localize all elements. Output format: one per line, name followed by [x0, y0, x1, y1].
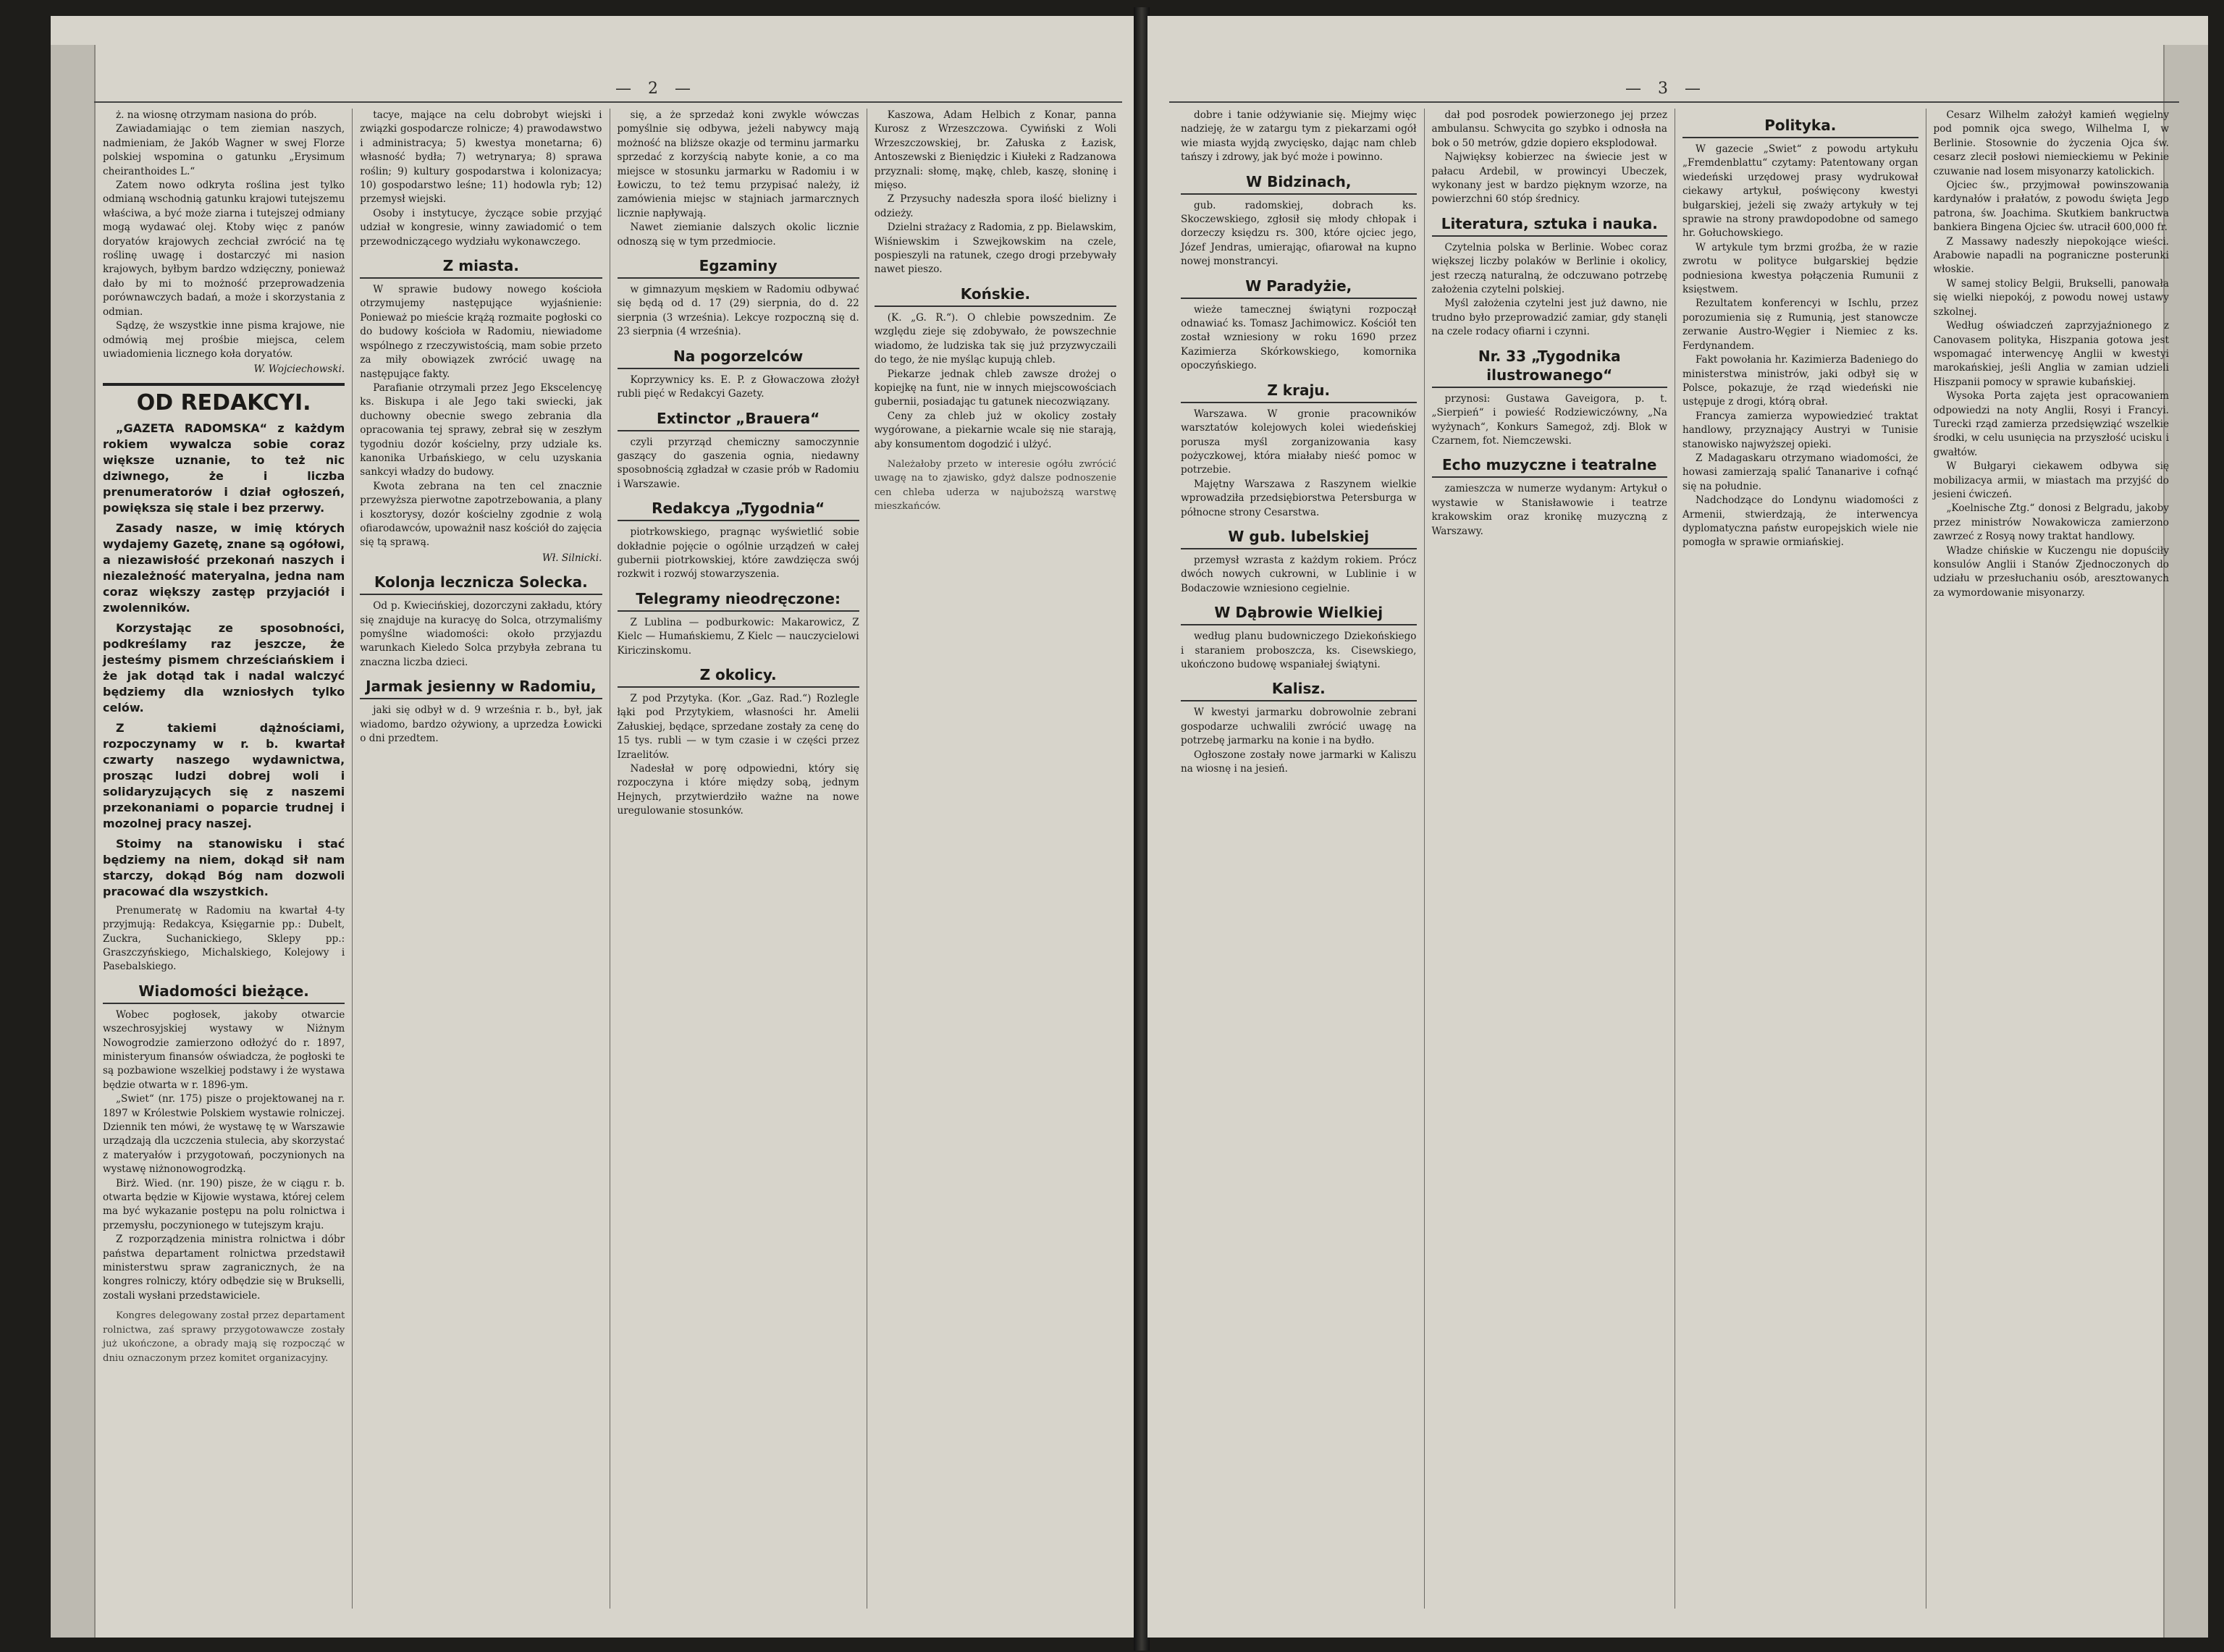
- paragraph: Fakt powołania hr. Kazimierza Badeniego do ministerstwa ministrów, jaki odbył się w Polsce, pokazuje, że rząd wiedeński nie ustępuje z drogi, którą obrał.: [1682, 354, 1918, 408]
- section-heading: Wiadomości bieżące.: [103, 982, 345, 1004]
- paragraph: wieże tamecznej świątyni rozpoczął odnawiać ks. Tomasz Jachimowicz. Kościół ten został wzniesiony w roku 1690 przez Kazimierza Skórkowskiego, komornika opoczyńskiego.: [1181, 303, 1417, 372]
- section-heading: W Dąbrowie Wielkiej: [1181, 603, 1417, 625]
- page-number: — 3 —: [1625, 80, 1706, 98]
- paragraph: Nawet ziemianie dalszych okolic licznie odnoszą się w tym przedmiocie.: [617, 222, 859, 248]
- section-heading: Echo muzyczne i teatralne: [1432, 455, 1668, 478]
- section-heading: Egzaminy: [618, 256, 859, 279]
- paragraph: Majętny Warszawa z Raszynem wielkie wprowadziła przedsiębiorstwa Petersburga w północne strony Cesarstwa.: [1181, 478, 1417, 518]
- paragraph: W samej stolicy Belgii, Brukselli, panowała się wielki niepokój, z powodu nowej ustawy szkolnej.: [1933, 277, 2169, 318]
- paragraph: W artykule tym brzmi groźba, że w razie zwrotu w polityce bułgarskiej będzie podniesiona kwestya połączenia Rumunii z księstwem.: [1682, 241, 1918, 296]
- paragraph: Zawiadamiając o tem ziemian naszych, nadmieniam, że Jakób Wagner w swej Florze polskiej wspomina o gatunku „Erysimum cheiranthoides L.“: [103, 123, 345, 177]
- header-rule: [94, 101, 1122, 103]
- paragraph: Kongres delegowany został przez departament rolnictwa, zaś sprawy przygotowawcze zostały już ukończone, a obrady mają się rozpocząć w dniu oznaczonym przez komitet organizacyjny.: [103, 1310, 345, 1364]
- paragraph: Wysoka Porta zajęta jest opracowaniem odpowiedzi na noty Anglii, Rosyi i Francyi. Turecki rząd zamierza przedsięwziąć wszelkie środki, w celu usunięcia na przyszłość ucisku i gwałtów.: [1933, 390, 2169, 458]
- column-grid: [1174, 109, 2176, 1609]
- paragraph: Warszawa. W gronie pracowników warsztatów kolejowych kolei wiedeńskiej porusza myśl zorganizowania kasy pożyczkowej, która miałaby nieść pomoc w potrzebie.: [1181, 408, 1417, 476]
- column-2: [1425, 109, 1676, 1609]
- column-3: [1675, 109, 1926, 1609]
- editorial-lead: Zasady nasze, w imię których wydajemy Gazetę, znane są ogółowi, a niezawisłość przekonań naszych i niezależność materyalna, jedna nam coraz większy zastęp przyjaciół i zwolenników.: [103, 521, 345, 615]
- paragraph: Z rozporządzenia ministra rolnictwa i dóbr państwa departament rolnictwa przedstawił ministerstwu spraw zagranicznych, że na kongres rolniczy, który odbędzie się w Brukselli, zostali wysłani przedstawiciele.: [103, 1234, 345, 1302]
- column-grid: [96, 109, 1124, 1609]
- paragraph: Rezultatem konferencyi w Ischlu, przez porozumienia się z Rumunią, jest stanowcze zerwanie Austro-Węgier i Niemiec z ks. Ferdynandem.: [1682, 298, 1918, 352]
- section-heading: Jarmak jesienny w Radomiu,: [360, 677, 602, 699]
- paragraph: w gimnazyum męskiem w Radomiu odbywać się będą od d. 17 (29) sierpnia, do d. 22 sierpnia (3 września). Lekcye rozpoczną się d. 23 sierpnia (4 września).: [617, 284, 859, 338]
- paragraph: Najwięksy kobierzec na świecie jest w pałacu Ardebil, w prowincyi Ubeczek, wykonany jest w bardzo pięknym wzorze, na powierzchni 60 stóp średnicy.: [1431, 151, 1667, 206]
- column-1: [1174, 109, 1425, 1609]
- paragraph: Ogłoszone zostały nowe jarmarki w Kaliszu na wiosnę i na jesień.: [1181, 749, 1417, 775]
- paragraph: Sądzę, że wszystkie inne pisma krajowe, nie odmówią mej prośbie miejsca, celem uwiadomienia licznego koła doryatów.: [103, 320, 345, 360]
- paragraph: ż. na wiosnę otrzymam nasiona do prób.: [116, 109, 317, 121]
- column-1: [96, 109, 353, 1609]
- editorial-lead: Stoimy na stanowisku i stać będziemy na niem, dokąd sił nam starczy, dokąd Bóg nam dozwoli pracować dla wszystkich.: [103, 836, 345, 898]
- paragraph: przynosi: Gustawa Gaveigora, p. t. „Sierpień“ i powieść Rodziewiczówny, „Na wyżynach“, Konkurs Samegoż, zdj. Blok w Czarnem, fot. Niemczewski.: [1431, 392, 1667, 447]
- column-4: [867, 109, 1124, 1609]
- paragraph: gub. radomskiej, dobrach ks. Skoczewskiego, zgłosił się młody chłopak i dorzeczy księdzu rs. 300, które ojciec jego, Józef Jendras, umierając, ofiarował na kupno nowej monstrancyi.: [1181, 199, 1417, 268]
- section-heading: Polityka.: [1682, 116, 1918, 138]
- paragraph: Wobec pogłosek, jakoby otwarcie wszechrosyjskiej wystawy w Niżnym Nowogrodzie zamierzono odłożyć do r. 1897, ministeryum finansów oświadcza, że pogłoski te są pozbawione wszelkiej podstawy i że wystawa będzie otwarta w r. 1896-ym.: [103, 1008, 345, 1091]
- column-4: [1926, 109, 2177, 1609]
- right-page: [1147, 16, 2208, 1638]
- section-heading: Telegramy nieodręczone:: [618, 589, 859, 612]
- paragraph: Piekarze jednak chleb zawsze drożej o kopiejkę na funt, nie w innych miejscowościach gubernii, posiadając tu gatunek niecozwiązany.: [874, 368, 1116, 408]
- paragraph: Należałoby przeto w interesie ogółu zwrócić uwagę na to zjawisko, gdyż dalsze podnoszenie cen chleba uderza w najuboższą warstwę mieszkańców.: [874, 458, 1116, 513]
- section-heading: Nr. 33 „Tygodnika ilustrowanego“: [1432, 347, 1668, 388]
- paragraph: Ceny za chleb już w okolicy zostały wygórowane, a piekarnie wcale się nie starają, aby konsumentom dogodzić i ulżyć.: [874, 410, 1116, 450]
- section-heading: Kolonja lecznicza Solecka.: [360, 573, 602, 595]
- paragraph: Władze chińskie w Kuczengu nie dopuściły konsulów Anglii i Stanów Zjednoczonych do udziału w przesłuchaniu osób, aresztowanych za wymordowanie misyonarzy.: [1933, 544, 2169, 599]
- paragraph: W Bułgaryi ciekawem odbywa się mobilizacya armii, w miastach ma przyjść do jesieni ćwiczeń.: [1933, 460, 2169, 500]
- editorial-lead: „GAZETA RADOMSKA“ z każdym rokiem wywalcza sobie coraz większe uznanie, to też nic dziwnego, że i liczba prenumeratorów i dział ogłoszeń, powiększa się stale i bez przerwy.: [103, 421, 345, 515]
- paragraph: Kwota zebrana na ten cel znacznie przewyższa pierwotne zapotrzebowania, a plany i kosztorysy, dozór kościelny zgodnie z wolą ofiarodawców, upoważnił nasz kościół do zajęcia się tą sprawą.: [360, 480, 602, 549]
- paragraph: Parafianie otrzymali przez Jego Ekscelencyę ks. Biskupa i ale Jego taki swiecki, jak duchowny obecnie swego zebrania dla opracowania tej sprawy, zebrał się w zeszłym tygodniu dozór kościelny, przy udziale ks. kanonika Urbańskiego, w celu uzyskania sankcyi władzy do budowy.: [360, 382, 602, 479]
- paragraph: Koprzywnicy ks. E. P. z Głowaczowa złożył rubli pięć w Redakcyi Gazety.: [617, 374, 859, 400]
- paragraph: Cesarz Wilhelm założył kamień węgielny pod pomnik ojca swego, Wilhelma I, w Berlinie. Stosownie do życzenia Ojca św. cesarz zlecił posłowi niemieckiemu w Pekinie czuwanie nad losem misyonarzy katolickich.: [1933, 109, 2169, 177]
- paragraph: jaki się odbył w d. 9 września r. b., był, jak wiadomo, bardzo ożywiony, a uprzedza Łowicki o dni przedtem.: [360, 704, 602, 745]
- paragraph: Zatem nowo odkryta roślina jest tylko odmianą wschodnią gatunku krajowi tutejszemu właściwa, a być może ziarna i tutejszej odmiany mogą wydawać olej. Ktoby więc z panów doryatów krajowych zechciał zwrócić na tę roślinę uwagę i dostarczyć mi nasion krajowych, byłbym bardzo wdzięczny, ponieważ dało by mi to możność przeprowadzenia porównawczych badań, a może i skorzystania z odmian.: [103, 180, 345, 318]
- section-heading: W Paradyżie,: [1181, 277, 1417, 299]
- paragraph: Z Przysuchy nadeszła spora ilość bielizny i odzieży.: [874, 193, 1116, 219]
- paragraph: W sprawie budowy nowego kościoła otrzymujemy następujące wyjaśnienie: Ponieważ po mieście krążą rozmaite pogłoski co do budowy kościoła w Radomiu, niewiadome wspólnego z rzeczywistością, mam sobie przeto za miły obowiązek zwrócić uwagę na następujące fakty.: [360, 284, 602, 380]
- paragraph: Według oświadczeń zaprzyjaźnionego z Canovasem polityka, Hiszpania gotowa jest wspomagać interwencyę Anglii w kwestyi marokańskiej, jeśli Anglia w zamian udzieli Hiszpanii pomocy w sprawie kubańskiej.: [1933, 320, 2169, 388]
- column-2: [353, 109, 610, 1609]
- paragraph: przemysł wzrasta z każdym rokiem. Prócz dwóch nowych cukrowni, w Lublinie i w Bodaczowie wzniesiono cegielnie.: [1181, 554, 1417, 594]
- paragraph: Myśl założenia czytelni jest już dawno, nie trudno było przeprowadzić zamiar, gdy stanęli na czele rodacy ofiarni i czynni.: [1431, 298, 1667, 338]
- paragraph: Kaszowa, Adam Helbich z Konar, panna Kurosz z Wrzeszczowa. Cywiński z Woli Wrzeszczowskiej, br. Załuska z Łazisk, Antoszewski z Bieniędzic i Kiułeki z Radzanowa przyznali: słomę, mąkę, chleb, kaszę, słoninę i mięso.: [874, 109, 1116, 192]
- paragraph: (K. „G. R.“). O chlebie powszednim. Ze względu zieje się zdobywało, że powszechnie wiadomo, że ludziska tak się już przyzwyczaili do tego, że nie myśląc kupują chleb.: [874, 311, 1116, 366]
- section-heading: Końskie.: [875, 285, 1116, 307]
- paragraph: Z pod Przytyka. (Kor. „Gaz. Rad.“) Rozlegle łąki pod Przytykiem, własności hr. Amelii Załuskiej, będące, sprzedane zostały za cenę do 15 tys. rubli — w tym czasie i w części przez Izraelitów.: [617, 692, 859, 761]
- paragraph: czyli przyrząd chemiczny samoczynnie gaszący do gaszenia ognia, niedawny sposobnością zgładzał w czasie prób w Radomiu i Warszawie.: [617, 436, 859, 490]
- paragraph: tacye, mające na celu dobrobyt wiejski i związki gospodarcze rolnicze; 4) prawodawstwo i administracya; 5) kwestya monetarna; 6) własność bydła; 7) wetrynarya; 8) sprawa roślin; 9) kultury gospodarstwa i kolonizacya; 10) gospodarstwo leśne; 11) hodowla ryb; 12) przemysł wiejski.: [360, 109, 602, 206]
- paragraph: Nadesłał w porę odpowiedni, który się rozpoczyna i które między sobą, jednym Hejnych, przytwierdziło ważne na nowe uregulowanie stosunków.: [617, 763, 859, 817]
- page-number: — 2 —: [615, 80, 696, 98]
- paragraph: piotrkowskiego, pragnąc wyświetlić sobie dokładnie pojęcie o ogólnie urządzeń w całej gubernii piotrkowskiej, które zawdzięcza swój rozkwit i rozwój stowarzyszenia.: [617, 526, 859, 581]
- paragraph: się, a że sprzedaż koni zwykle wówczas pomyślnie się odbywa, jeżeli nabywcy mają możność na bliższe okazje od terminu jarmarku sprzedać z korzyścią nabyte konie, a co ma miejsce w stosunku jarmarku w Radomiu i w Łowiczu, to też temu przypisać należy, iż zamówienia miejsc w stajniach jarmarcznych licznie napływają.: [617, 109, 859, 219]
- editorial-lead: Z takiemi dążnościami, rozpoczynamy w r. b. kwartał czwarty naszego wydawnictwa, prosząc ludzi dobrej woli i solidaryzujących się z naszemi przekonaniami o poparcie trudnej i mozolnej pracy naszej.: [103, 720, 345, 830]
- section-heading: Kalisz.: [1181, 679, 1417, 701]
- paragraph: Osoby i instytucye, życzące sobie przyjąć udział w kongresie, winny zawiadomić o tem przewodniczącego wydziału wykonawczego.: [360, 207, 602, 248]
- paragraph: W gazecie „Swiet“ z powodu artykułu „Fremdenblattu“ czytamy: Patentowany organ wiedeński urzędowej prasy wydrukował ciekawy artykuł, poświęcony kwestyi bułgarskiej, jeżeli się zważy artykuły w tej sprawie na strony prawdopodobne od samego hr. Gołuchowskiego.: [1682, 143, 1918, 240]
- paragraph: Od p. Kwiecińskiej, dozorczyni zakładu, który się znajduje na kuracyę do Solca, otrzymaliśmy pomyślne wiadomości: około przyjazdu warunkach Kieledo Solca przybyła zebrana tu znaczna liczba dzieci.: [360, 600, 602, 668]
- paragraph: zamieszcza w numerze wydanym: Artykuł o wystawie w Stanisławowie i teatrze krakowskim oraz kronikę muzyczną z Warszawy.: [1431, 483, 1667, 537]
- section-heading: Z miasta.: [360, 256, 602, 279]
- paragraph: Ojciec św., przyjmował powinszowania kardynałów i prałatów, z powodu święta Jego patrona, św. Joachima. Skutkiem bankructwa bankiera Bingena Ojciec św. utracił 600,000 fr.: [1933, 180, 2169, 234]
- section-heading: W Bidzinach,: [1181, 172, 1417, 195]
- section-heading: W gub. lubelskiej: [1181, 527, 1417, 549]
- paragraph: „Koelnische Ztg.“ donosi z Belgradu, jakoby przez ministrów Nowakowicza zamierzono zawrzeć z Rosyą nowy traktat handlowy.: [1933, 502, 2169, 543]
- paragraph: „Swiet“ (nr. 175) pisze o projektowanej na r. 1897 w Królestwie Polskiem wystawie rolniczej. Dziennik ten mówi, że wystawę tę w Warszawie urządzają dla uczczenia stulecia, aby skorzystać z materyałów i przygotowań, poczynionych na wystawę niżnonowogrodzką.: [103, 1093, 345, 1176]
- paragraph: Czytelnia polska w Berlinie. Wobec coraz większej liczby polaków w Berlinie i okolicy, jest rzeczą naturalną, że odczuwano potrzebę założenia czytelni polskiej.: [1431, 241, 1667, 296]
- paragraph: Nadchodzące do Londynu wiadomości z Armenii, stwierdzają, że interwencya dyplomatyczna państw europejskich wiele nie pomogła w sprawie ormiańskiej.: [1682, 494, 1918, 549]
- section-heading: Literatura, sztuka i nauka.: [1432, 214, 1668, 237]
- section-heading: Z kraju.: [1181, 381, 1417, 403]
- paragraph: dobre i tanie odżywianie się. Miejmy więc nadzieję, że w zatargu tym z piekarzami ogół wie miasta wyjdą zwycięsko, dając nam chleb tańszy i zdrowy, jak być może i powinno.: [1181, 109, 1417, 164]
- section-heading: Redakcya „Tygodnia“: [618, 499, 859, 521]
- paragraph: Z Lublina — podburkowic: Makarowicz, Z Kielc — Humańskiemu, Z Kielc — nauczycielowi Kiriczinskomu.: [617, 616, 859, 657]
- section-heading: Z okolicy.: [618, 665, 859, 688]
- paragraph: Francya zamierza wypowiedzieć traktat handlowy, przyznający Austryi w Tunisie stanowisko najwyższej opieki.: [1682, 410, 1918, 450]
- paragraph: Dzielni strażacy z Radomia, z pp. Bielawskim, Wiśniewskim i Szwejkowskim na czele, pospieszyli na ratunek, czego drogi przebywały nawet pieszo.: [874, 222, 1116, 276]
- signature: Wł. Silnicki.: [542, 552, 602, 564]
- paragraph: Z Massawy nadeszły niepokojące wieści. Arabowie napadli na pograniczne posterunki włoskie.: [1933, 235, 2169, 276]
- column-3: [610, 109, 867, 1609]
- paragraph: dał pod posrodek powierzonego jej przez ambulansu. Schwycita go szybko i odnosła na bok o 50 metrów, gdzie dopiero eksplodował.: [1431, 109, 1667, 149]
- editorial-lead: Korzystając ze sposobności, podkreślamy raz jeszcze, że jesteśmy pismem chrześciańskiem i że jak dotąd tak i nadal walczyć będziemy dla wzniosłych tylko celów.: [103, 620, 345, 715]
- paragraph: Birż. Wied. (nr. 190) pisze, że w ciągu r. b. otwarta będzie w Kijowie wystawa, której celem ma być wykazanie postępu na polu rolnictwa i przemysłu, poczynionego w tutejszym kraju.: [103, 1177, 345, 1231]
- section-heading: Na pogorzelców: [618, 347, 859, 369]
- paragraph: Z Madagaskaru otrzymano wiadomości, że howasi zamierzają spalić Tananarive i cofnąć się na południe.: [1682, 452, 1918, 492]
- header-rule: [1169, 101, 2179, 103]
- section-heading: Extinctor „Brauera“: [618, 409, 859, 431]
- paragraph: W kwestyi jarmarku dobrowolnie zebrani gospodarze uchwalili zwrócić uwagę na potrzebę jarmarku na konie i na bydło.: [1181, 707, 1417, 747]
- paragraph: według planu budowniczego Dziekońskiego i staraniem proboszcza, ks. Cisewskiego, ukończono budowę wspaniałej świątyni.: [1181, 631, 1417, 670]
- page-edge-stack: [51, 45, 96, 1638]
- editorial-heading: OD REDAKCYI.: [103, 383, 345, 418]
- paragraph: Prenumeratę w Radomiu na kwartał 4-ty przyjmują: Redakcya, Księgarnie pp.: Dubelt, Zuckra, Suchanickiego, Sklepy pp.: Graszczyńskiego, Michalskiego, Kolejowy i Pasebalskiego.: [103, 904, 345, 973]
- signature: W. Wojciechowski.: [253, 363, 345, 376]
- left-page: [51, 16, 1137, 1638]
